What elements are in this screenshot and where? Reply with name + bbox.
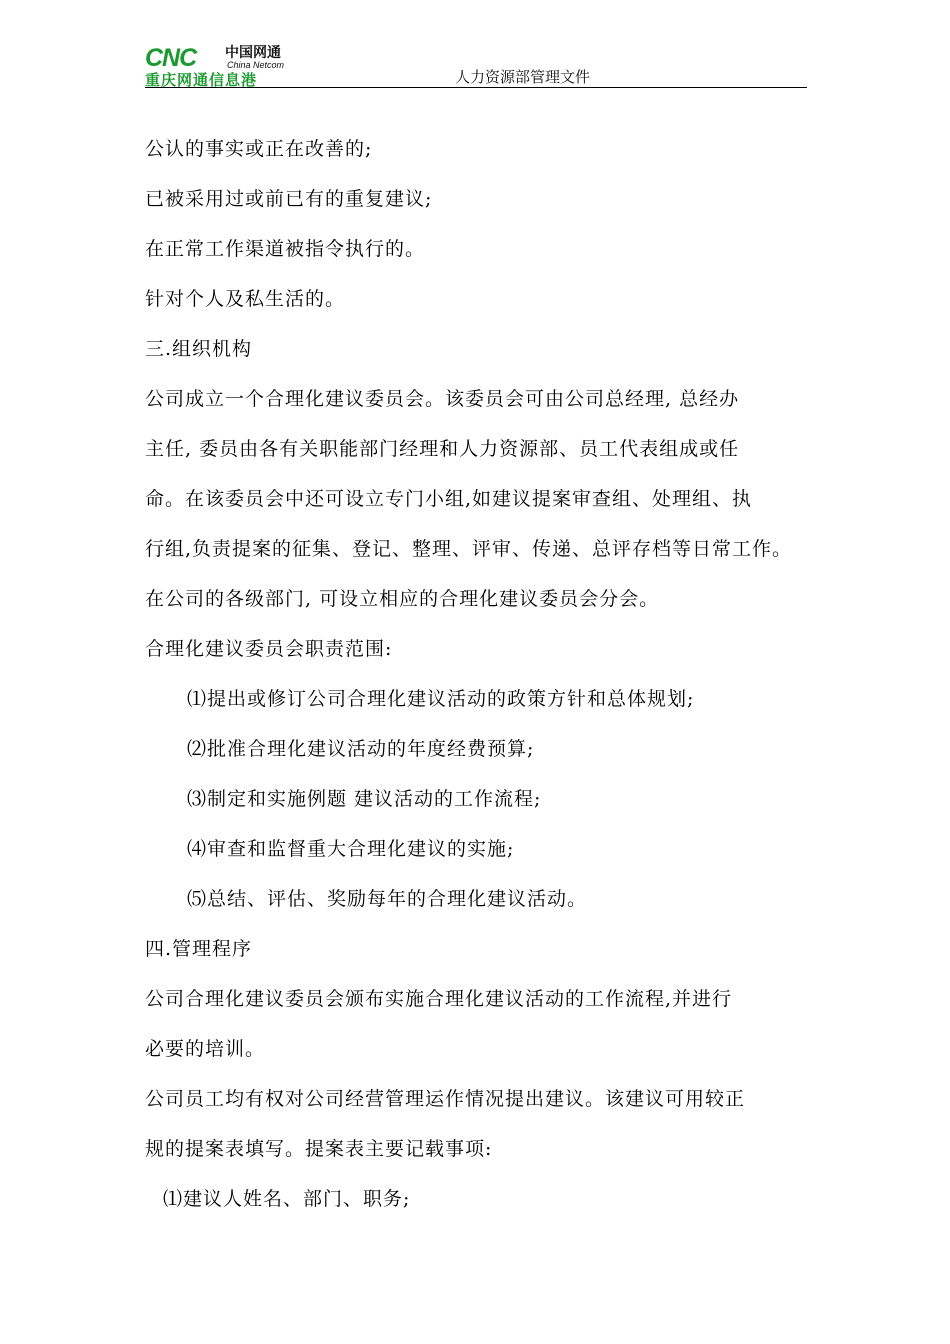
cnc-logo [145,46,335,88]
header-divider [145,87,807,88]
body-line: 必要的培训。 [145,1038,266,1060]
list-item: ⑸总结、评估、奖励每年的合理化建议活动。 [187,888,588,910]
body-line: 命。在该委员会中还可设立专门小组,如建议提案审查组、处理组、执 [145,488,753,510]
list-item: ⑵批准合理化建议活动的年度经费预算; [187,738,535,760]
body-line: 已被采用过或前已有的重复建议; [145,188,433,210]
document-header-title: 人力资源部管理文件 [455,68,591,86]
section-heading: 三.组织机构 [145,338,253,360]
logo-chinese-name: 中国网通 [225,45,281,61]
body-line: 公司成立一个合理化建议委员会。该委员会可由公司总经理, 总经办 [145,388,740,410]
list-item: ⑶制定和实施例题 建议活动的工作流程; [187,788,542,810]
body-line: 规的提案表填写。提案表主要记载事项: [145,1138,493,1160]
logo-subtitle: 重庆网通信息港 [145,71,258,89]
section-heading: 四.管理程序 [145,938,253,960]
body-line: 行组,负责提案的征集、登记、整理、评审、传递、总评存档等日常工作。 [145,538,793,560]
body-line: 公认的事实或正在改善的; [145,138,373,160]
logo-cnc-text: CNC [145,44,197,72]
body-line: 在公司的各级部门, 可设立相应的合理化建议委员会分会。 [145,588,660,610]
body-line: 在正常工作渠道被指令执行的。 [145,238,426,260]
body-line: 针对个人及私生活的。 [145,288,346,310]
body-line: 主任, 委员由各有关职能部门经理和人力资源部、员工代表组成或任 [145,438,740,460]
list-item: ⑴提出或修订公司合理化建议活动的政策方针和总体规划; [187,688,695,710]
list-item: ⑴建议人姓名、部门、职务; [163,1188,411,1210]
body-line: 公司员工均有权对公司经营管理运作情况提出建议。该建议可用较正 [145,1088,746,1110]
page-header [145,40,807,90]
body-line: 公司合理化建议委员会颁布实施合理化建议活动的工作流程,并进行 [145,988,733,1010]
body-line: 合理化建议委员会职责范围: [145,638,393,660]
logo-english-name: China Netcom [227,60,285,70]
list-item: ⑷审查和监督重大合理化建议的实施; [187,838,515,860]
